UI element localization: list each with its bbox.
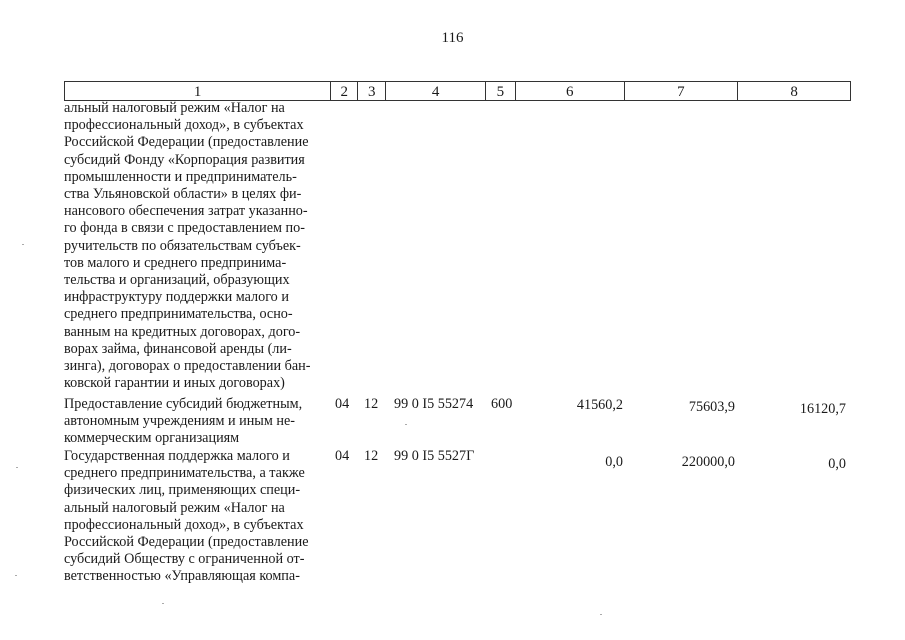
row-3-col-6: 0,0 bbox=[605, 454, 623, 470]
row-3-col-4: 99 0 I5 5527Г bbox=[394, 448, 475, 464]
scan-speck bbox=[162, 603, 164, 604]
row-2-col-8: 16120,7 bbox=[799, 401, 846, 417]
row-2-col-6: 41560,2 bbox=[576, 397, 623, 413]
row-2-col-4: 99 0 I5 55274 bbox=[394, 396, 474, 412]
header-col-8: 8 bbox=[790, 84, 798, 100]
scan-speck bbox=[22, 244, 24, 245]
row-3-col-8: 0,0 bbox=[828, 456, 846, 472]
scan-speck bbox=[405, 424, 407, 425]
row-3-col-2: 04 bbox=[335, 448, 350, 464]
table-header bbox=[64, 81, 851, 101]
row-1-description: альный налоговый режим «Налог на профессиональный доход», в субъектах Российской Федерации (предоставление субсидий Фонду «Корпорация развития промышленности и предприниматель- ства Ульяновской области» в целях фи- нансового обеспечения затрат указанно- го фонда в связи с предоставлением по- ручительств по обязательствам субъек- тов малого и среднего предпринима- тельства и организаций, образующих инфраструктуру поддержки малого и среднего предпринимательства, осно- ванным на кредитных договорах, дого- ворах займа, финансовой аренды (ли- зинга), договорах о предоставлении бан- ковской гарантии и иных договорах) bbox=[64, 100, 311, 392]
scan-speck bbox=[15, 575, 17, 576]
header-col-3: 3 bbox=[358, 82, 386, 100]
header-col-5: 5 bbox=[486, 82, 516, 100]
header-col-4: 4 bbox=[386, 82, 486, 100]
row-2-col-7: 75603,9 bbox=[688, 399, 735, 415]
row-2-description: Предоставление субсидий бюджетным, автономным учреждениям и иным не- коммерческим организациям bbox=[64, 396, 303, 447]
page-number: 116 bbox=[441, 30, 464, 46]
header-col-1: 1 bbox=[65, 82, 331, 100]
scan-speck bbox=[16, 467, 18, 468]
header-col-2: 2 bbox=[331, 82, 358, 100]
scan-speck bbox=[600, 614, 602, 615]
row-2-col-5: 600 bbox=[491, 396, 513, 412]
row-3-description: Государственная поддержка малого и среднего предпринимательства, а также физических лиц, применяющих специ- альный налоговый режим «Налог на профессиональный доход», в субъектах Российской Федерации (предоставление субсидий Обществу с ограниченной от- ветственностью «Управляющая компа- bbox=[64, 448, 309, 585]
row-2-col-2: 04 bbox=[335, 396, 350, 412]
row-2-col-3: 12 bbox=[364, 396, 379, 412]
header-col-7: 7 bbox=[625, 82, 739, 100]
row-3-col-7: 220000,0 bbox=[681, 454, 735, 470]
row-3-col-3: 12 bbox=[364, 448, 379, 464]
header-col-6: 6 bbox=[516, 82, 625, 100]
